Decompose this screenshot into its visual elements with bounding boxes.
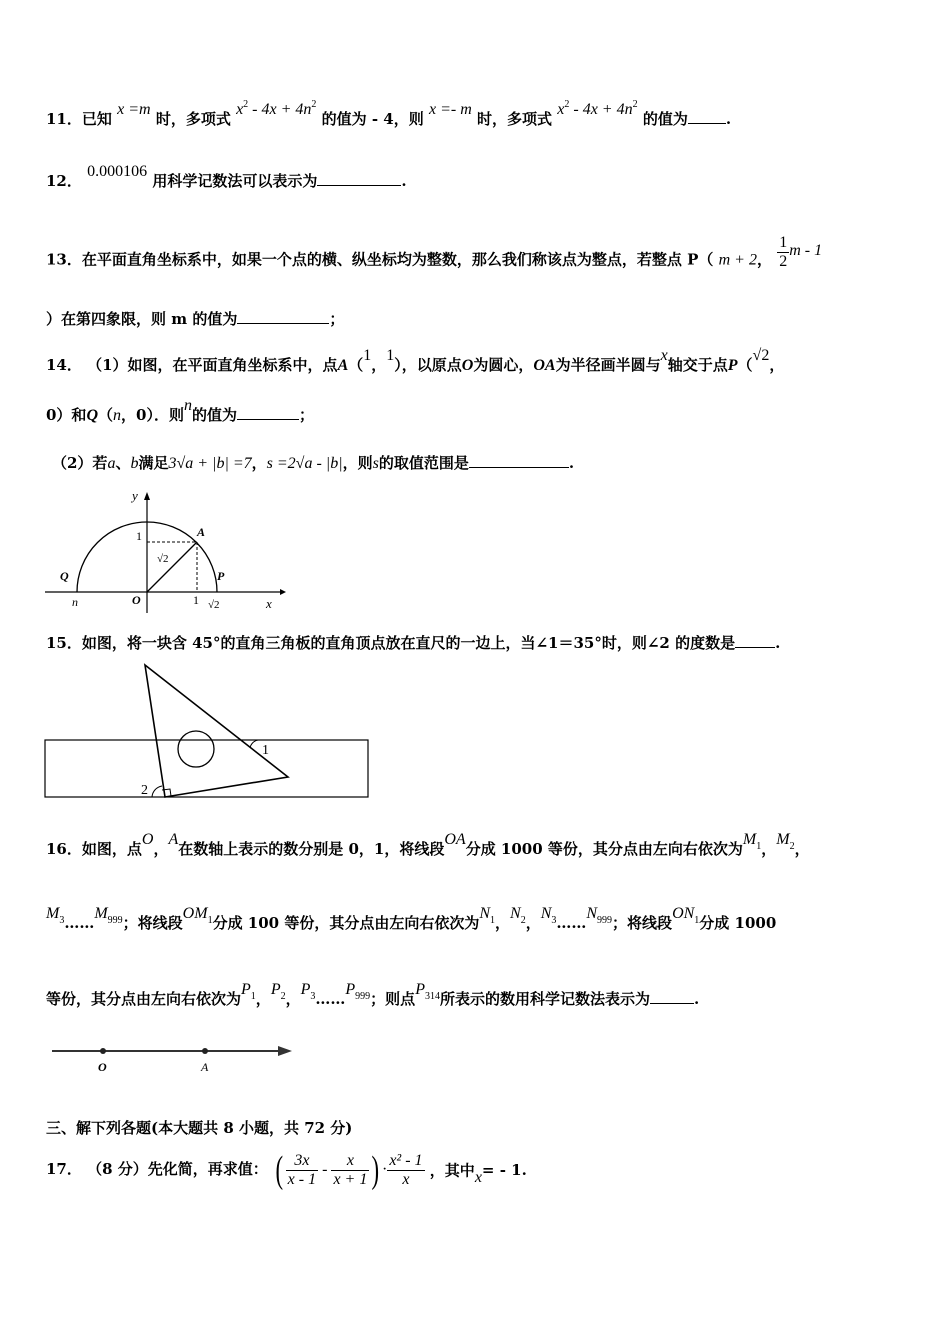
number-line-arrow <box>278 1046 292 1056</box>
answer-blank[interactable] <box>735 633 775 648</box>
answer-blank[interactable] <box>237 405 299 420</box>
label-a: A <box>201 1060 209 1074</box>
decimal-value: 0.000106 <box>87 163 148 180</box>
y-axis-arrow <box>144 492 150 500</box>
angle-1-arc <box>250 740 258 748</box>
question-13-cont: ）在第四象限，则 m 的值为 ； <box>46 310 345 328</box>
ruler <box>45 740 368 797</box>
answer-blank[interactable] <box>317 171 401 186</box>
coord-x: m + 2 <box>718 251 757 269</box>
question-14-line2: 0）和Q（n，0）．则n的值为 ； <box>46 397 314 424</box>
label-o: O <box>132 593 141 607</box>
sqrt-2: √2 <box>752 347 770 364</box>
right-angle-mark <box>162 789 171 796</box>
question-16: 16．如图，点O，A在数轴上表示的数分别是 0，1，将线段OA分成 1000 等份，其分点由左向右依次为$M_1$，$M_2$， <box>46 831 810 858</box>
polynomial-1: $x^2 - 4x + 4n^2$ <box>236 99 317 118</box>
label-q: Q <box>60 569 69 583</box>
label-sqrt2-x: √2 <box>208 599 220 611</box>
section-title: 三、解下列各题(本大题共 8 小题，共 72 分) <box>46 1119 353 1137</box>
answer-blank[interactable] <box>237 309 329 324</box>
angle-1-label: 1 <box>262 743 269 758</box>
label-one-y: 1 <box>136 529 142 543</box>
label-p: P <box>217 569 225 583</box>
triangle <box>145 665 288 797</box>
question-13: 13．在平面直角坐标系中，如果一个点的横、纵坐标均为整数，那么我们称该点为整点，若整点 P（ m + 2， $\frac{1}{2}$ m - 1 <box>46 234 823 270</box>
triangle-hole <box>178 731 214 767</box>
coord-y: m - 1 <box>789 241 823 259</box>
label-y: y <box>132 488 138 503</box>
answer-blank[interactable] <box>688 109 726 124</box>
label-x: x <box>266 596 272 611</box>
question-16-line2: $M_3\dots\dots M_{999}$；将线段$OM_1$分成 100 等份，其分点由左向右依次为$N_1$，$N_2$，$N_3\dots\dots N_{999}$；将线段$ON_1$分成 1000 <box>46 905 777 932</box>
condition-1: x =m <box>117 101 151 118</box>
question-12: 12． 0.000106 用科学记数法可以表示为 . <box>46 163 407 190</box>
label-a: A <box>197 525 206 539</box>
label-sqrt2-inner: √2 <box>157 553 169 565</box>
segment-oa <box>147 542 197 592</box>
angle-2-label: 2 <box>141 783 148 798</box>
half-fraction: $\frac{1}{2}$ <box>779 234 788 270</box>
label-one-x: 1 <box>193 593 199 607</box>
semicircle-figure <box>40 488 290 616</box>
question-14-part2: （2）若a、b满足3√a + |b| =7，s =2√a - |b|，则s的取值范围是 . <box>52 454 575 472</box>
polynomial-2: $x^2 - 4x + 4n^2$ <box>557 99 638 118</box>
point-a <box>202 1048 208 1054</box>
question-17: 17． （8 分）先化简，再求值： ( $\frac{3x}{x - 1}$ - $\frac{x}{x + 1}$ ) · $\frac{\text{x² - 1}}{x}$ ，其中x= - 1. <box>46 1149 527 1191</box>
label-o: O <box>98 1060 107 1074</box>
fraction-3: $\frac{\text{x² - 1}}{x}$ <box>389 1151 423 1188</box>
answer-blank[interactable] <box>469 453 569 468</box>
fraction-2: $\frac{x}{x + 1}$ <box>333 1151 368 1188</box>
question-15: 15．如图，将一块含 45°的直角三角板的直角顶点放在直尺的一边上，当∠1＝35°时，则∠2 的度数是 . <box>46 634 781 652</box>
point-o <box>100 1048 106 1054</box>
equation-1: 3√a + |b| =7 <box>168 455 252 472</box>
number-line-figure <box>48 1040 298 1076</box>
angle-2-arc <box>152 786 162 797</box>
fraction-1: $\frac{3x}{x - 1}$ <box>287 1151 317 1188</box>
question-11: 11．已知 x =m 时，多项式 $x^2 - 4x + 4n^2$ 的值为 - 4，则 x =- m 时，多项式 $x^2 - 4x + 4n^2$ 的值为 . <box>46 99 732 128</box>
label-n: n <box>72 595 78 609</box>
question-16-line3: 等份，其分点由左向右依次为$P_1$，$P_2$，$P_3\dots\dots P_{999}$；则点$P_{314}$所表示的数用科学记数法表示为 . <box>46 981 700 1008</box>
question-14: 14． （1）如图，在平面直角坐标系中，点A（1，1），以原点O为圆心，OA为半径画半圆与x轴交于点P（√2， <box>46 347 785 374</box>
equation-2: s =2√a - |b| <box>266 455 343 472</box>
condition-2: x =- m <box>428 101 472 118</box>
triangle-ruler-figure <box>40 660 380 805</box>
x-axis-arrow <box>280 589 286 595</box>
answer-blank[interactable] <box>650 989 694 1004</box>
